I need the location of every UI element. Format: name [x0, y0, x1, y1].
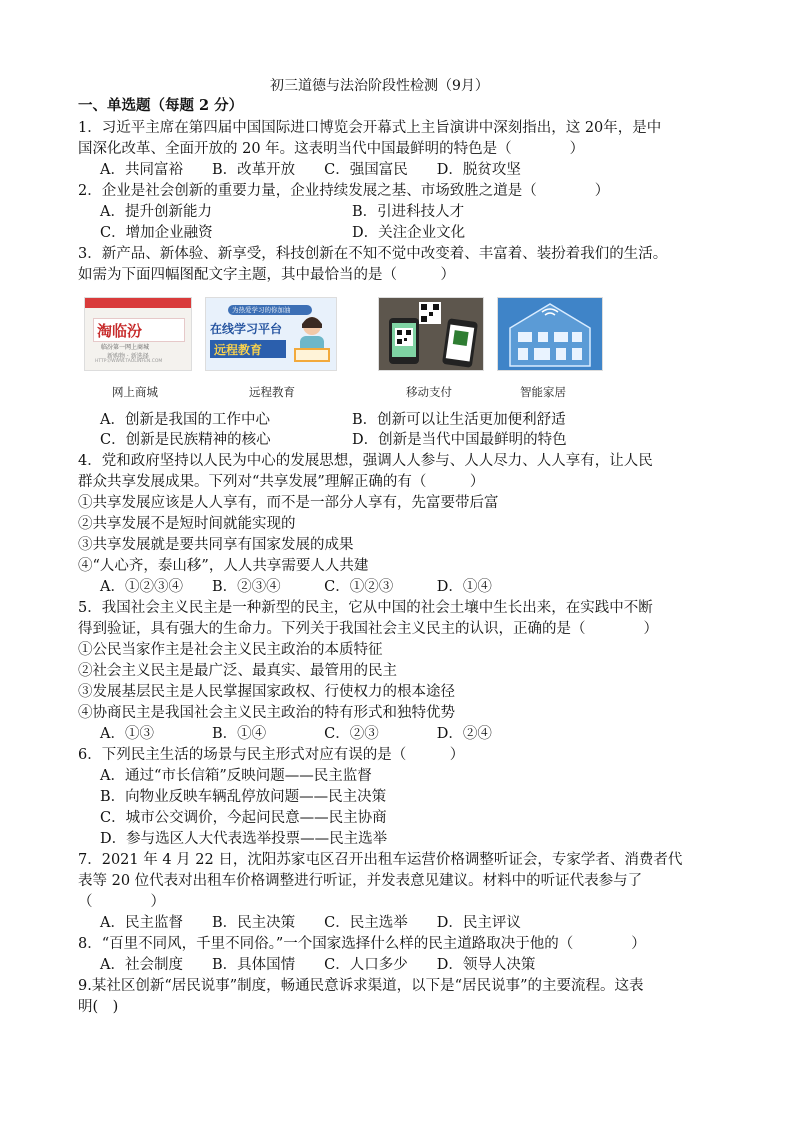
q5-stem-line1: 5．我国社会主义民主是一种新型的民主，它从中国的社会土壤中生长出来，在实践中不断: [78, 600, 653, 616]
q8-options: A．社会制度 B．具体国情 C．人口多少 D．领导人决策: [100, 957, 536, 973]
caption-smart-home: 智能家居: [520, 385, 566, 399]
q2-option-c: C．增加企业融资: [100, 225, 213, 241]
page-title: 初三道德与法治阶段性检测（9月）: [270, 78, 489, 94]
distance-learning-image: [205, 297, 337, 371]
q8-stem: 8．“百里不同风，千里不同俗。”一个国家选择什么样的民主道路取决于他的（ ）: [78, 936, 646, 952]
q5-item-1: ①公民当家作主是社会主义民主政治的本质特征: [78, 642, 383, 658]
q4-item-3: ③共享发展就是要共同享有国家发展的成果: [78, 537, 354, 553]
q1-stem-line2: 国深化改革、全面开放的 20 年。这表明当代中国最鲜明的特色是（ ）: [78, 141, 585, 157]
q5-item-2: ②社会主义民主是最广泛、最真实、最管用的民主: [78, 663, 397, 679]
q3-option-c: C．创新是民族精神的核心: [100, 432, 271, 448]
learning-badge: 远程教育: [214, 343, 263, 357]
q4-stem-line1: 4．党和政府坚持以人民为中心的发展思想，强调人人参与、人人尽力、人人享有，让人民: [78, 453, 653, 469]
q3-stem-line1: 3．新产品、新体验、新享受，科技创新在不知不觉中改变着、丰富着、装扮着我们的生活。: [78, 246, 668, 262]
mall-url: HTTP://WWW.TAOLINFEN.COM: [95, 359, 163, 364]
caption-distance-learning: 远程教育: [249, 385, 295, 399]
q3-option-b: B．创新可以让生活更加便利舒适: [352, 412, 566, 428]
smart-home-image: [497, 297, 603, 371]
learning-banner-top: 为热爱学习的你加油: [232, 306, 291, 314]
q5-item-3: ③发展基层民主是人民掌握国家政权、行使权力的根本途径: [78, 684, 455, 700]
q4-item-4: ④“人心齐，泰山移”，人人共享需要人人共建: [78, 558, 369, 574]
q4-item-1: ①共享发展应该是人人享有，而不是一部分人享有，先富要带后富: [78, 495, 499, 511]
q2-option-a: A．提升创新能力: [100, 204, 212, 220]
q5-stem-line2: 得到验证，具有强大的生命力。下列关于我国社会主义民主的认识，正确的是（ ）: [78, 621, 658, 637]
section-heading: 一、单选题（每题 2 分）: [78, 97, 244, 114]
q5-options: A．①③ B．①④ C．②③ D．②④: [100, 726, 492, 742]
q6-option-d: D．参与选区人大代表选举投票——民主选举: [100, 831, 388, 847]
q3-option-a: A．创新是我国的工作中心: [100, 412, 270, 428]
q3-option-d: D．创新是当代中国最鲜明的特色: [352, 432, 567, 448]
q4-options: A．①②③④ B．②③④ C．①②③ D．①④: [100, 579, 492, 595]
q4-item-2: ②共享发展不是短时间就能实现的: [78, 516, 296, 532]
mall-slogan: 新购物 · 新选择: [107, 353, 149, 360]
mall-logo-text: 淘临汾: [97, 322, 143, 340]
house-devices-icon: [498, 298, 602, 370]
mobile-payment-image: [378, 297, 484, 371]
caption-mobile-payment: 移动支付: [406, 385, 452, 399]
q9-stem-line2: 明( ): [78, 999, 119, 1015]
q5-item-4: ④协商民主是我国社会主义民主政治的特有形式和独特优势: [78, 705, 455, 721]
phone-qr-icon: [379, 298, 483, 370]
q2-option-b: B．引进科技人才: [352, 204, 465, 220]
q2-stem: 2．企业是社会创新的重要力量，企业持续发展之基、市场致胜之道是（ ）: [78, 183, 610, 199]
q4-stem-line2: 群众共享发展成果。下列对“共享发展”理解正确的有（ ）: [78, 474, 485, 490]
q1-options: A．共同富裕 B．改革开放 C．强国富民 D．脱贫攻坚: [100, 162, 521, 178]
q6-stem: 6．下列民主生活的场景与民主形式对应有误的是（ ）: [78, 747, 465, 763]
q7-stem-line3: （ ）: [78, 894, 165, 910]
mall-subtitle: 临汾第一网上商城: [101, 344, 150, 351]
q3-stem-line2: 如需为下面四幅图配文字主题，其中最恰当的是（ ）: [78, 267, 455, 283]
caption-online-mall: 网上商城: [112, 385, 158, 399]
q6-option-c: C．城市公交调价，今起问民意——民主协商: [100, 810, 387, 826]
q1-stem-line1: 1．习近平主席在第四届中国国际进口博览会开幕式上主旨演讲中深刻指出，这 20年，是中: [78, 120, 662, 136]
q9-stem-line1: 9.某社区创新“居民说事”制度，畅通民意诉求渠道，以下是“居民说事”的主要流程。这表: [78, 978, 644, 994]
learning-platform-title: 在线学习平台: [210, 322, 283, 336]
q7-options: A．民主监督 B．民主决策 C．民主选举 D．民主评议: [100, 915, 521, 931]
q2-option-d: D．关注企业文化: [352, 225, 466, 241]
q6-option-b: B．向物业反映车辆乱停放问题——民主决策: [100, 789, 387, 805]
online-mall-image: [84, 297, 192, 371]
q7-stem-line1: 7．2021 年 4 月 22 日，沈阳苏家屯区召开出租车运营价格调整听证会，专家学者、消费者代: [78, 852, 683, 868]
q6-option-a: A．通过“市长信箱”反映问题——民主监督: [100, 768, 372, 784]
student-illustration: [290, 312, 334, 370]
q7-stem-line2: 表等 20 位代表对出租车价格调整进行听证，并发表意见建议。材料中的听证代表参与了: [78, 873, 643, 889]
